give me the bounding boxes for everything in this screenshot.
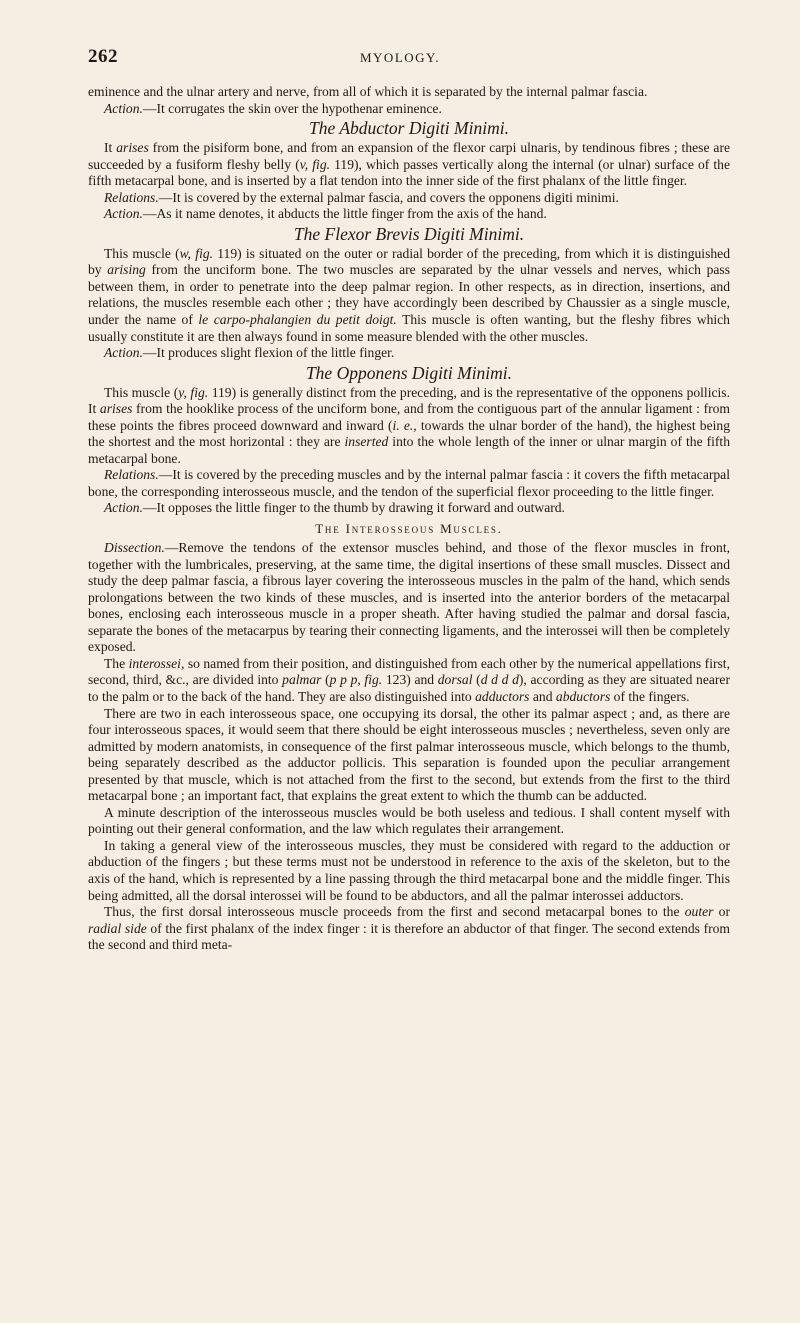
italic-text: palmar	[282, 672, 322, 688]
text-run: —It produces slight flexion of the little finger.	[142, 345, 395, 361]
italic-text: d d d d	[480, 672, 519, 688]
italic-text: Action.	[104, 100, 143, 116]
text-run: In taking a general view of the interosseous muscles, they must be considered with regard to the adduction or abduction of the fingers ; but these terms must not be understood in reference to the axis of the skeleton, but to the axis of the hand, which is represented by a line passing through the third metacarpal bone and the middle finger. This being admitted, all the dorsal interossei will be found to be abductors, and all the palmar interossei adductors.	[88, 837, 730, 903]
paragraph	[88, 500, 730, 517]
italic-text: radial side	[88, 920, 147, 936]
text-run: It	[104, 140, 117, 156]
text-run: 119) is situated on the outer or radial border of the preceding, from which it is distinguished by	[88, 245, 730, 278]
paragraph	[88, 706, 730, 805]
text-run: 119) is generally distinct from the preceding, and is the representative of the opponens pollicis. It	[88, 384, 730, 417]
text-run: —Remove the tendons of the extensor muscles behind, and those of the flexor muscles in front, together with the lumbricales, preserving, at the same time, the digital insertions of these small muscles. Dissect and study the deep palmar fascia, a fibrous layer covering the interosseous muscles in the palm of the hand, which sends prolongations between the two kinds of these muscles, and is inserted into the anterior borders of the metacarpal bones, enclosing each interosseous muscle in a proper sheath. After having studied the palmar and dorsal fascia, separate the bones of the metacarpus by tearing their connecting ligaments, and the interossei will then be completely exposed.	[88, 540, 730, 655]
text-run: eminence and the ulnar artery and nerve, from all of which it is separated by the internal palmar fascia.	[88, 84, 648, 99]
text-run: This muscle (	[104, 245, 180, 261]
italic-text: interossei,	[128, 655, 185, 671]
page-number: 262	[88, 46, 118, 67]
text-run: ), according as they are situated nearer to the palm or to the back of the hand. They are also distinguished into	[88, 672, 730, 704]
text-run: (	[321, 672, 330, 688]
italic-text: Action.	[104, 345, 143, 361]
paragraph	[88, 140, 730, 190]
italic-text: v, fig.	[299, 156, 331, 172]
italic-text: arises	[116, 140, 149, 156]
italic-text: le carpo-phalangien du petit doigt.	[198, 312, 397, 328]
text-run: A minute description of the interosseous muscles would be both useless and tedious. I shall content myself with pointing out their general conformation, and the law which regulates their arrangement.	[88, 804, 730, 837]
text-run: —It opposes the little finger to the thumb by drawing it forward and outward.	[142, 500, 565, 516]
italic-text: arising	[107, 262, 146, 278]
paragraph	[88, 805, 730, 838]
italic-text: p p p, fig.	[329, 672, 383, 688]
paragraph	[88, 246, 730, 345]
text-run: This muscle (	[104, 384, 179, 400]
paragraph	[88, 904, 730, 954]
paragraph	[88, 206, 730, 223]
paragraph	[88, 345, 730, 362]
italic-text: Relations.	[104, 467, 159, 483]
section-heading: The Opponens Digiti Minimi.	[305, 362, 513, 383]
italic-text: outer	[684, 904, 714, 920]
section-heading: The Flexor Brevis Digiti Minimi.	[293, 223, 525, 244]
italic-text: abductors	[555, 688, 611, 704]
italic-text: Relations.	[104, 189, 159, 205]
text-run: There are two in each interosseous space, one occupying its dorsal, the other its palmar aspect ; and, as there are four interosseous spaces, it would seem that there should be eight interosseous muscles ; nevertheless, seven only are admitted by modern anatomists, in consequence of the first palmar interosseous muscle, which belongs to the thumb, being separately described as the adductor pollicis. This separation is founded upon the peculiar arrangement presented by that muscle, which is not attached from the first to the second, but extends from the first to the third metacarpal bone ; an important fact, that explains the great extent to which the thumb can be adducted.	[88, 705, 730, 804]
paragraph	[88, 540, 730, 656]
text-run: into the whole length of the inner or ulnar margin of the fifth metacarpal bone.	[88, 434, 731, 466]
section-heading: The Abductor Digiti Minimi.	[309, 118, 509, 139]
italic-text: Action.	[104, 500, 143, 516]
text-run: Thus, the first dorsal interosseous muscle proceeds from the first and second metacarpal bones to the	[104, 904, 685, 920]
paragraph	[88, 84, 730, 101]
italic-text: Action.	[104, 206, 143, 222]
paragraph	[88, 656, 730, 706]
text-run: from the pisiform bone, and from an expansion of the flexor carpi ulnaris, by tendinous fibres ; these are succeeded by a fusiform fleshy belly (	[88, 140, 731, 172]
text-run: and	[529, 688, 556, 704]
italic-text: dorsal	[437, 672, 473, 688]
paragraph	[88, 101, 730, 118]
paragraph	[88, 385, 730, 468]
italic-text: arises	[99, 401, 133, 417]
text-run: from the hooklike process of the unciform bone, and from the contiguous part of the annular ligament : from these points the fibres proceed downward and inward (	[88, 401, 730, 433]
paragraph	[88, 838, 730, 904]
paragraph	[88, 190, 730, 207]
italic-text: adductors	[475, 688, 530, 704]
text-run: —As it name denotes, it abducts the little finger from the axis of the hand.	[142, 206, 547, 222]
paragraph	[88, 467, 730, 500]
text-run: of the first phalanx of the index finger : it is therefore an abductor of that finger. The second extends from the second and third meta-	[88, 920, 730, 953]
text-run: or	[713, 904, 730, 920]
text-run: —It is covered by the preceding muscles and by the internal palmar fascia : it covers the fifth metacarpal bone, the corresponding interosseous muscle, and the tendon of the superficial flexor proceeding to the little finger.	[88, 467, 730, 499]
italic-text: w, fig.	[179, 245, 214, 261]
text-run: —It is covered by the external palmar fascia, and covers the opponens digiti minimi.	[158, 189, 619, 205]
text-run: 123) and	[382, 672, 438, 688]
text-run: of the fingers.	[610, 688, 690, 704]
italic-text: Dissection.	[104, 540, 165, 556]
text-run: The	[104, 655, 129, 671]
italic-text: inserted	[344, 434, 389, 450]
section-heading-caps: The Interosseous Muscles.	[315, 521, 503, 537]
italic-text: y, fig.	[178, 384, 209, 400]
text-run: (	[472, 672, 481, 688]
text-run: so named from their position, and distinguished from each other by the numerical appellations first, second, third, &c., are divided into	[88, 655, 730, 688]
text-run: This muscle is often wanting, but the fleshy fibres which usually constitute it are then always found in some measure blended with the other muscles.	[88, 312, 730, 344]
italic-text: i. e.,	[392, 417, 417, 433]
text-run: —It corrugates the skin over the hypothenar eminence.	[142, 100, 442, 116]
text-run: 119), which passes vertically along the internal (or ulnar) surface of the fifth metacarpal bone, and is inserted by a flat tendon into the inner side of the first phalanx of the little finger.	[88, 156, 730, 189]
running-title: MYOLOGY.	[359, 50, 440, 65]
page-body	[88, 84, 730, 954]
text-run: towards the ulnar border of the hand), the highest being the shortest and the most horizontal : they are	[88, 417, 730, 450]
text-run: from the unciform bone. The two muscles are separated by the ulnar vessels and nerves, which pass between them, in order to penetrate into the deep palmar region. In other respects, as in direction, insertions, and relations, the muscles resemble each other ; they have accordingly been described by Chaussier as a single muscle, under the name of	[88, 262, 730, 328]
